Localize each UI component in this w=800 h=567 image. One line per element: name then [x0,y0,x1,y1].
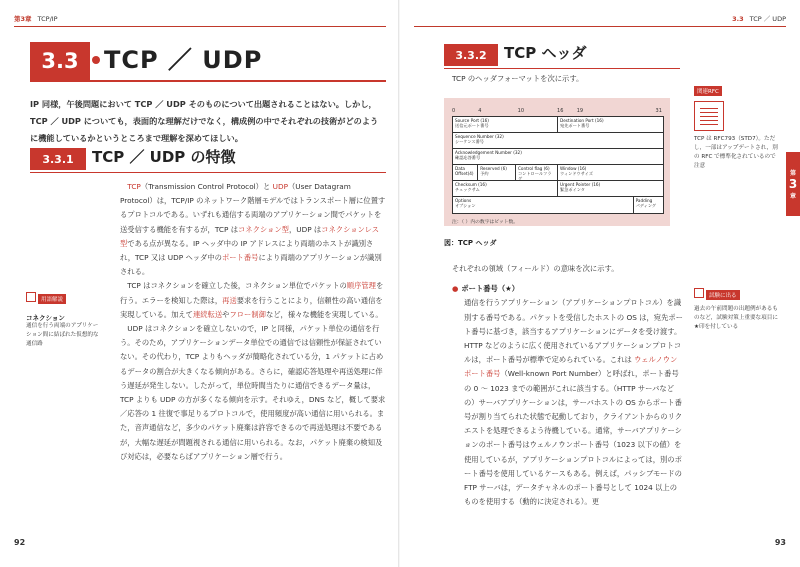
keyword: UDP [272,182,288,191]
bullet-dot-icon: ● [452,284,459,294]
term-word: コネクション [26,314,65,322]
header-rule [414,26,786,27]
figure-caption: 図：TCP ヘッダ [444,239,497,247]
chapter-tab-number: 3 [788,177,798,191]
keyword: ウェルノウンポート番号 [464,355,678,379]
field-name-en: Destination Port (16) [560,118,604,123]
field-name-ja: 送信元ポート番号 [455,123,489,128]
text-run: 通信を行うアプリケーション（アプリケーションプロトコル）を識別する番号である。パケットを受信したホストの OS は，宛先ポート番号に基づき，該当するアプリケーションにデータを受け渡す。HTTP などのように広く使用されているアプリケーションプロトコルは，ポート番号が標準で定められている。これは [464,298,683,365]
field-name-ja: ウィンドウサイズ [559,171,593,176]
keyword: 連続転送 [192,309,223,319]
term-description: 通信を行う両端のアプリケーション間に結ばれた仮想的な通信路 [26,323,99,347]
field-name-en: Padding [635,198,653,203]
book-icon [26,292,36,302]
field-name-ja: コントロールフラグ [517,171,552,181]
header-field [478,165,516,180]
page-number-left: 92 [14,538,26,547]
section-number: 3.3 [30,42,90,80]
keyword: TCP [127,182,141,191]
text-run: や [222,309,230,319]
subsection-title: TCP ／ UDP の特徴 [92,148,236,166]
keyword: コネクション型 [238,224,289,234]
section-dot [92,56,100,64]
paragraph [120,180,386,279]
text-run: など，様々な機能を実現している。 [265,309,383,319]
exam-sidebar [694,282,778,332]
section-title: TCP ／ UDP [104,46,263,74]
bit-tick: 16 [557,108,564,114]
text-run: ，UDP は [288,224,322,234]
tcp-header-figure [444,98,670,226]
right-page [400,0,800,567]
chapter-tab [786,152,800,216]
header-field [558,181,663,196]
section-rule [30,80,386,82]
page-number-right: 93 [774,538,786,547]
running-head-title: TCP/IP [37,15,58,23]
keyword: 再送 [222,295,237,305]
field-name-ja: シーケンス番号 [455,139,484,144]
section-intro: IP 同様，午後問題において TCP ／ UDP そのものについて出題されることはない。しかし，TCP ／ UDP についても，表面的な理解だけでなく，構成例の中でそれぞれの技術がどのように機能しているかというところまで理解を深めてほしい。 [30,99,379,143]
subsection-number: 3.3.2 [444,44,498,66]
subsection-number: 3.3.1 [30,148,86,170]
field-name-en: Control flag (6) [517,166,550,171]
field-name-en: Reserved (6) [480,166,507,171]
bullet-title [452,282,684,296]
text-run: UDP はコネクションを確立しないので，IP と同様，パケット単位の通信を行う。そのため，アプリケーションデータ単位での通信では信頼性が保証されていない。その代わり，TCP よりもヘッダが簡略化されている分，1 パケットに占めるデータの割合が大きくなる傾向がある。さらに，確認応答処理や再送処理に伴う遅延が発生しない。したがって，単位時間当たりに通信できるデータ量は，TCP よりも UDP の方が多くなる傾向を示す。それゆえ，DNS など，概して要求／応答の 1 往復で事足りるプロトコルで，使用頻度が高い通信に用いられる。また，音声通信など，多少のパケット廃棄は許容できるので再送処理は不要であるが，大幅な遅延が問題視される通信に用いられる。なお，パケット廃棄の検知及び対応は，必要ならばアプリケーション層で行う。 [120,324,386,461]
lead-text: それぞれの領域（フィールド）の意味を次に示す。 [452,264,619,273]
header-row [453,165,663,181]
header-field [453,117,558,132]
bullet-title-text: ポート番号（★） [461,284,519,294]
header-field [453,149,663,164]
field-name-ja: 緊急ポインタ [560,187,585,192]
text-run: TCP はコネクションを確立した後，コネクション単位でパケットの [127,281,347,291]
field-name-en: Data Offset(4) [455,166,474,176]
chapter-tab-top: 第 [789,170,796,177]
header-row [453,117,663,133]
header-row [453,181,663,197]
header-field [634,197,663,213]
figure-note: 注：（ ）内の数字はビット数。 [452,220,519,225]
header-field [453,133,663,148]
field-name-ja: 宛先ポート番号 [560,123,590,128]
text-run: を行う。エラーを検知した際は， [120,281,384,305]
subsection-rule [444,68,680,69]
running-head-section: 3.3 [732,15,744,23]
bit-tick: 0 [452,108,456,114]
figure-intro: TCP のヘッダフォーマットを次に示す。 [452,74,584,83]
bit-tick: 31 [655,108,662,114]
chapter-tab-bottom: 章 [789,193,796,200]
paragraph [120,322,386,464]
header-rule [14,26,386,27]
text-run: により両端のアプリケーションが識別される。 [120,253,382,277]
field-name-en: Acknowledgement Number (32) [455,150,522,155]
header-field [558,117,663,132]
text-run: である点が異なる。IP ヘッダ中の IP アドレスにより両端のホストが識別され，TCP 又は UDP ヘッダ中の [120,238,374,263]
running-head-right [732,14,786,23]
subsection-rule [30,172,386,173]
header-field [453,165,478,180]
body-text [120,180,386,464]
field-name-en: Window (16) [559,166,587,171]
field-name-ja: パディング [635,203,657,208]
header-field [453,181,558,196]
field-name-en: Checksum (16) [455,182,487,187]
header-field [453,197,634,213]
field-name-ja: チェックサム [455,187,480,192]
field-name-ja: 確認応答番号 [455,155,481,160]
bit-tick: 19 [576,108,584,114]
rfc-text: TCP は RFC793（STD7）。ただし，一部はアップデートされ，別の RFC で標準化されているので注意 [694,136,778,169]
bit-ticks [452,108,664,116]
text-run: （Transmission Control Protocol）と [140,182,273,191]
term-sidebar [26,286,102,349]
bit-tick: 10 [517,108,525,114]
header-field [558,165,663,180]
field-name-ja: オプション [455,203,476,208]
running-head-title: TCP ／ UDP [749,15,786,23]
keyword: 順序管理 [346,281,376,291]
header-row [453,197,663,213]
term-badge: 用語解説 [38,294,66,304]
field-descriptions [452,262,684,509]
exam-badge: 試験に出る [706,290,740,300]
bullet-body [452,296,684,509]
running-head-left [14,14,58,23]
field-name-en: Urgent Pointer (16) [560,182,601,187]
bit-tick: 4 [478,108,482,114]
field-name-ja: 予約 [480,171,489,176]
pencil-icon [694,288,704,298]
running-head-chapter: 第3章 [14,15,32,23]
text-run: （User Datagram Protocol）は，TCP/IP のネットワーク階層モデルではトランスポート層に位置するプロトコルである。いずれも通信する両端のアプリケーション間でパケットを送受信する機能を有するが，TCP は [120,182,386,234]
subsection-title: TCP ヘッダ [504,44,587,62]
document-icon [694,101,724,131]
keyword: フロー制御 [229,309,266,319]
paragraph [120,279,386,322]
rfc-sidebar [694,78,778,171]
header-row [453,149,663,165]
text-run: 要求を行うことにより，信頼性の高い通信を実現している。加えて [120,295,383,319]
field-name-en: Source Port (16) [455,118,489,123]
field-name-en: Options [455,198,472,203]
keyword: コネクションレス型 [120,224,380,248]
text-run: （Well-known Port Number）と呼ばれ，ポート番号の 0 ～ 1023 までの範囲がこれに該当する。（HTTP サーバなどの）サーバアプリケーションは，サーバホストの OS からポート番号が割り当てられた状態で起動しており，クライアントからのリクエストを処理できるよう待機している。通常，サーバアプリケーションのポート番号はウェルノウンポート番号（1023 以下の値）を使用しているが，アプリケーションプロトコルによっては，別のポート番号を使用しているケースもある。例えば，パッシブモードの FTP サーバは，データチャネルのポート番号として 1024 以上のものを使用する（動的に決定される）。更 [464,369,683,507]
field-name-en: Sequence Number (32) [455,134,504,139]
header-field [516,165,558,180]
keyword: ポート番号 [221,253,259,263]
exam-text: 過去の午前問題の出題例があるものなど，試験対策上重要な項目に★印を付している [694,306,778,330]
header-grid [452,116,664,214]
rfc-badge: 関連RFC [694,86,722,96]
header-row [453,133,663,149]
